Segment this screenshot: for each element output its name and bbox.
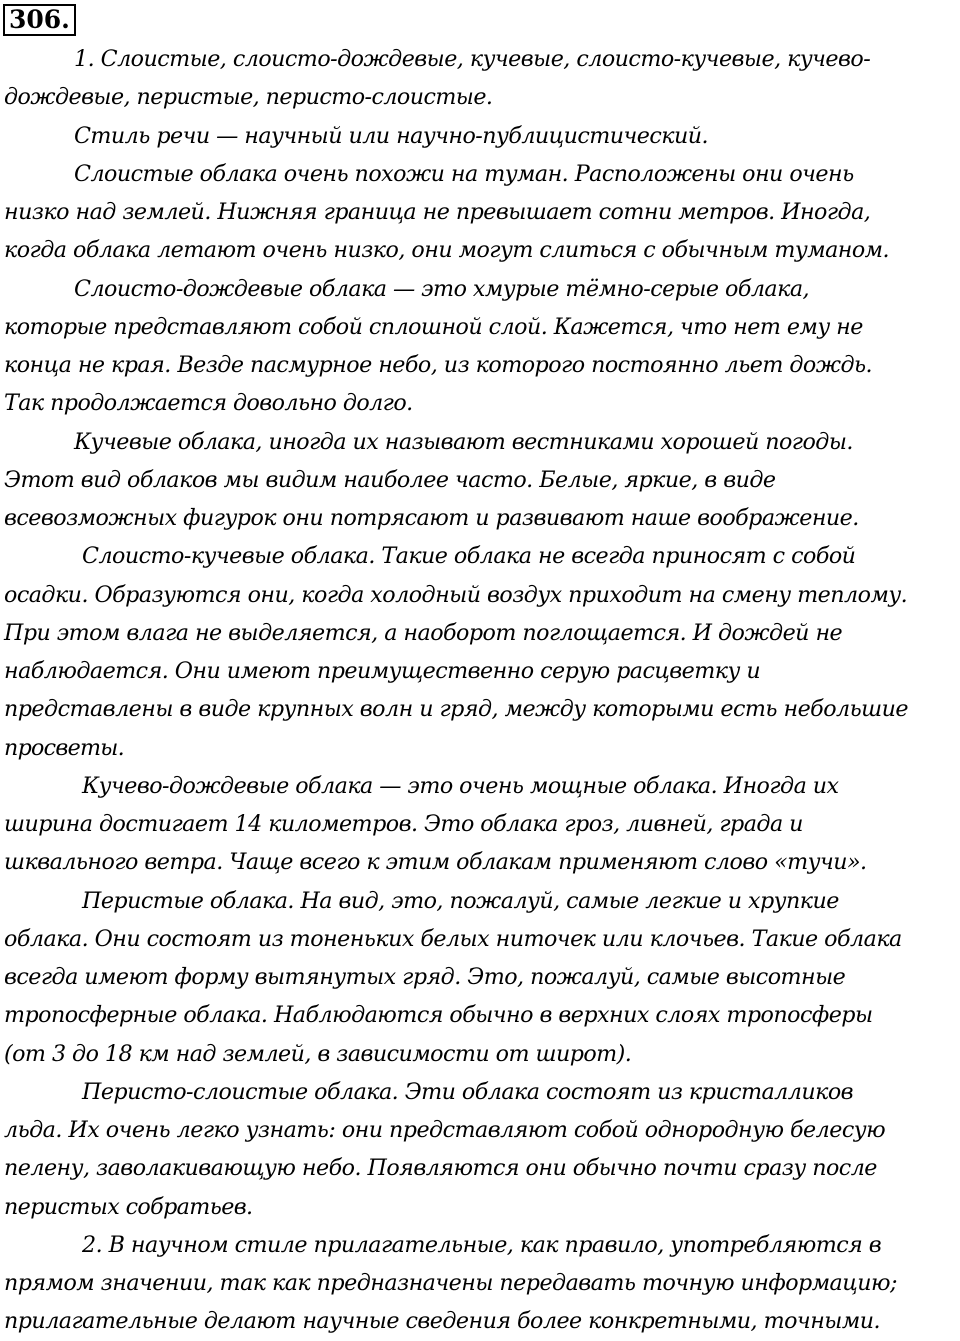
text-line: Слоистые облака очень похожи на туман. Расположены они очень (74, 160, 854, 187)
text-line: представлены в виде крупных волн и гряд, между которыми есть небольшие (4, 696, 909, 723)
text-line: облака. Они состоят из тоненьких белых ниточек или клочьев. Такие облака (4, 925, 902, 952)
text-line: (от 3 до 18 км над землей, в зависимости от широт). (4, 1040, 632, 1067)
text-line: когда облака летают очень низко, они могут слиться с обычным туманом. (4, 237, 890, 264)
text-line: конца не края. Везде пасмурное небо, из которого постоянно льет дождь. (4, 352, 873, 378)
text-line: просветы. (4, 734, 124, 761)
text-line: Перисто-слоистые облака. Эти облака состоят из кристалликов (82, 1078, 854, 1105)
text-line: наблюдается. Они имеют преимущественно серую расцветку и (4, 658, 761, 684)
text-line: прилагательные делают научные сведения более конкретными, точными. (4, 1308, 880, 1335)
text-line: Перистые облака. На вид, это, пожалуй, самые легкие и хрупкие (82, 887, 839, 914)
text-line: 2. В научном стиле прилагательные, как правило, употребляются в (82, 1231, 882, 1258)
text-line: льда. Их очень легко узнать: они представляют собой однородную белесую (4, 1117, 886, 1143)
exercise-number: 306. (3, 4, 76, 36)
text-line: шквального ветра. Чаще всего к этим облакам применяют слово «тучи». (4, 849, 867, 876)
text-line: пелену, заволакивающую небо. Появляются они обычно почти сразу после (4, 1155, 877, 1182)
text-line: Стиль речи — научный или научно-публицистический. (74, 122, 708, 149)
text-line: При этом влага не выделяется, а наоборот поглощается. И дождей не (4, 619, 843, 646)
text-line: Слоисто-дождевые облака — это хмурые тёмно-серые облака, (74, 275, 810, 302)
text-line: тропосферные облака. Наблюдаются обычно в верхних слоях тропосферы (4, 1002, 873, 1029)
answer-text (4, 40, 960, 1341)
text-line: дождевые, перистые, перисто-слоистые. (4, 84, 493, 111)
text-line: прямом значении, так как предназначены передавать точную информацию; (4, 1270, 897, 1296)
text-line: Кучево-дождевые облака — это очень мощные облака. Иногда их (82, 772, 839, 799)
text-line: всегда имеют форму вытянутых гряд. Это, пожалуй, самые высотные (4, 964, 846, 990)
text-line: Кучевые облака, иногда их называют вестниками хорошей погоды. (74, 428, 853, 455)
text-line: Этот вид облаков мы видим наиболее часто. Белые, яркие, в виде (4, 466, 776, 493)
text-line: всевозможных фигурок они потрясают и развивают наше воображение. (4, 505, 859, 531)
text-line: осадки. Образуются они, когда холодный воздух приходит на смену теплому. (4, 581, 908, 608)
text-line: Слоисто-кучевые облака. Такие облака не всегда приносят с собой (82, 543, 856, 570)
text-line: 1. Слоистые, слоисто-дождевые, кучевые, слоисто-кучевые, кучево- (74, 46, 871, 72)
text-line: которые представляют собой сплошной слой. Кажется, что нет ему не (4, 313, 863, 340)
text-line: Так продолжается довольно долго. (4, 390, 413, 417)
text-line: перистых собратьев. (4, 1193, 253, 1220)
text-line: ширина достигает 14 километров. Это облака гроз, ливней, града и (4, 811, 803, 837)
text-line: низко над землей. Нижняя граница не превышает сотни метров. Иногда, (4, 199, 871, 225)
